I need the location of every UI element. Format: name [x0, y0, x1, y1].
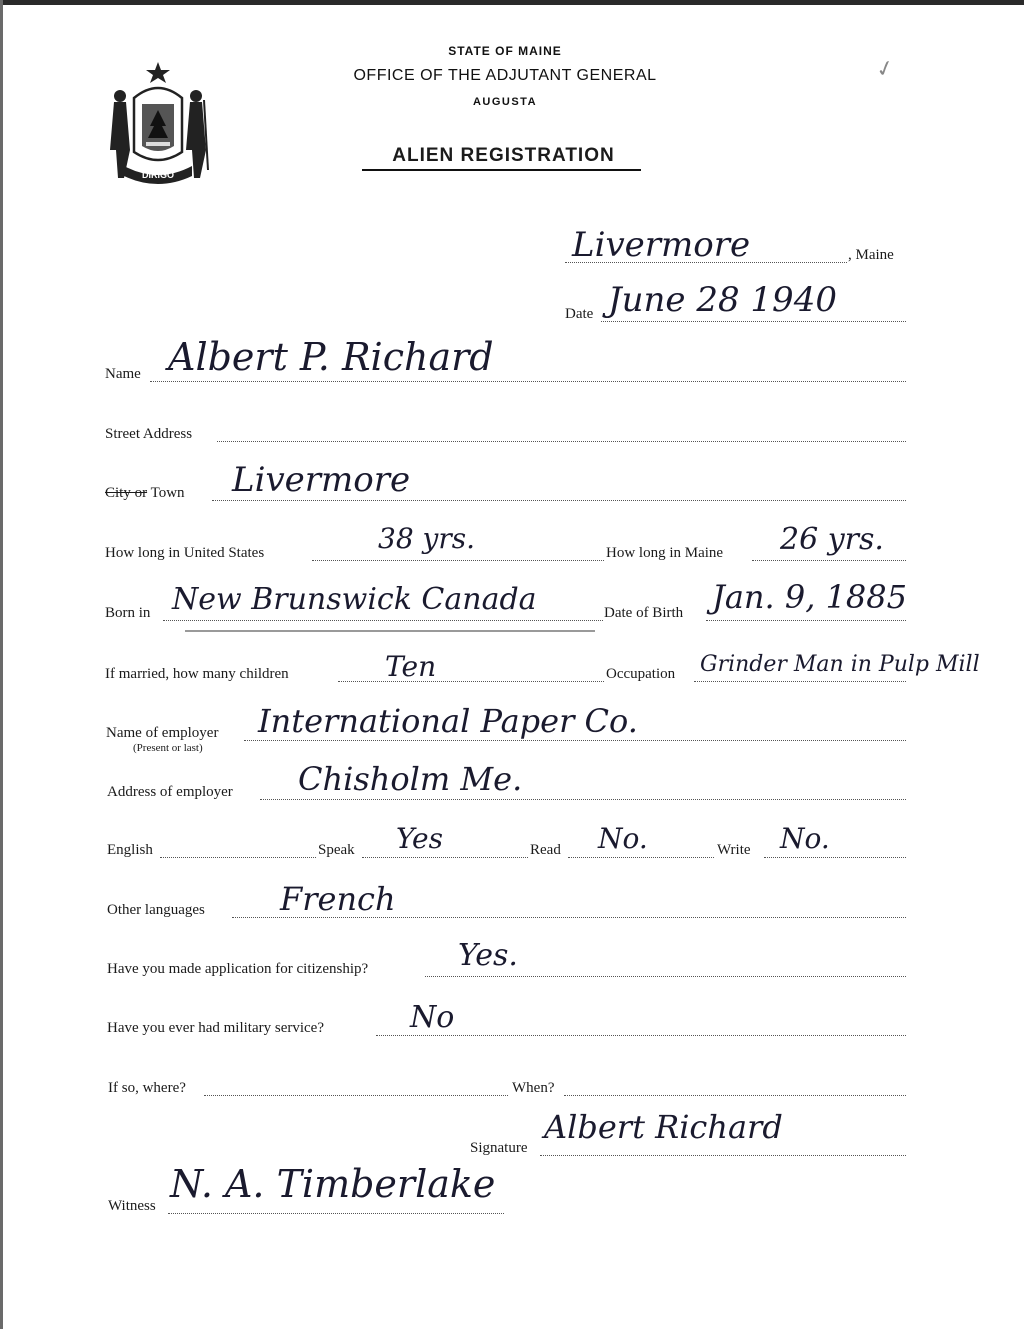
- citizenship-entry: Yes.: [458, 938, 518, 973]
- name-line: [150, 381, 906, 382]
- where-label: If so, where?: [108, 1080, 186, 1096]
- other-languages-entry: French: [280, 880, 396, 918]
- signature-entry: Albert Richard: [544, 1108, 783, 1146]
- employer-name-entry: International Paper Co.: [258, 702, 638, 740]
- years-us-line: [312, 560, 604, 561]
- witness-entry: N. A. Timberlake: [170, 1162, 496, 1206]
- born-in-line: [163, 620, 603, 621]
- write-line: [764, 857, 906, 858]
- town-label: [105, 485, 185, 502]
- when-line: [564, 1095, 906, 1096]
- occupation-line: [694, 681, 906, 682]
- scan-top-edge: [0, 0, 1024, 5]
- citizenship-label: Have you made application for citizenship?: [107, 961, 369, 977]
- maine-label: , Maine: [848, 247, 894, 263]
- military-label: Have you ever had military service?: [107, 1020, 324, 1036]
- years-us-entry: 38 yrs.: [378, 522, 476, 555]
- office-heading: OFFICE OF THE ADJUTANT GENERAL: [353, 67, 657, 84]
- when-label: When?: [512, 1080, 555, 1096]
- signature-label: Signature: [470, 1140, 528, 1156]
- seal-motto: DIRIGO: [141, 170, 175, 180]
- signature-line: [540, 1155, 906, 1156]
- town-line: [212, 500, 906, 501]
- state-heading: STATE OF MAINE: [448, 44, 562, 58]
- witness-label: Witness: [108, 1198, 156, 1214]
- military-line: [376, 1035, 906, 1036]
- street-label: Street Address: [105, 426, 193, 442]
- maine-state-seal: [104, 60, 212, 188]
- years-maine-line: [752, 560, 906, 561]
- witness-line: [168, 1213, 504, 1214]
- name-entry: Albert P. Richard: [168, 335, 494, 379]
- scan-left-edge: [0, 0, 3, 1329]
- employer-address-label: Address of employer: [107, 784, 233, 800]
- check-mark-icon: ✓: [872, 54, 898, 83]
- citizenship-line: [425, 976, 906, 977]
- dob-label: Date of Birth: [604, 605, 684, 621]
- born-in-label: Born in: [105, 605, 151, 621]
- speak-line: [362, 857, 528, 858]
- children-entry: Ten: [385, 650, 437, 683]
- employer-note: (Present or last): [133, 742, 203, 754]
- street-line: [217, 441, 906, 442]
- write-entry: No.: [780, 822, 830, 855]
- military-entry: No: [410, 1000, 455, 1035]
- english-line: [160, 857, 316, 858]
- speak-entry: Yes: [396, 822, 443, 855]
- years-maine-entry: 26 yrs.: [780, 522, 884, 557]
- where-line: [204, 1095, 508, 1096]
- employer-name-label: Name of employer: [106, 725, 219, 741]
- city-heading: AUGUSTA: [472, 96, 538, 108]
- write-label: Write: [717, 842, 751, 858]
- pencil-underline: [185, 630, 595, 632]
- employer-name-line: [244, 740, 906, 741]
- date-line: [601, 321, 906, 322]
- read-label: Read: [530, 842, 561, 858]
- employer-address-entry: Chisholm Me.: [298, 760, 523, 798]
- occupation-entry: Grinder Man in Pulp Mill: [700, 652, 980, 677]
- employer-address-line: [260, 799, 906, 800]
- date-label: Date: [565, 306, 594, 322]
- city-or-struck: City or: [105, 485, 148, 501]
- children-line: [338, 681, 604, 682]
- years-us-label: How long in United States: [105, 545, 265, 561]
- speak-label: Speak: [318, 842, 355, 858]
- form-title: ALIEN REGISTRATION: [392, 145, 615, 166]
- place-entry: Livermore: [572, 225, 751, 265]
- children-label: If married, how many children: [105, 666, 289, 682]
- date-entry: June 28 1940: [608, 280, 837, 320]
- title-underline: [362, 169, 641, 171]
- occupation-label: Occupation: [606, 666, 676, 682]
- other-languages-label: Other languages: [107, 902, 205, 918]
- read-line: [568, 857, 714, 858]
- english-label: English: [107, 842, 153, 858]
- name-label: Name: [105, 366, 141, 382]
- dob-entry: Jan. 9, 1885: [712, 578, 907, 616]
- born-in-entry: New Brunswick Canada: [172, 582, 537, 617]
- town-entry: Livermore: [232, 460, 411, 500]
- dob-line: [706, 620, 906, 621]
- read-entry: No.: [598, 822, 648, 855]
- town-word: Town: [150, 485, 185, 501]
- years-maine-label: How long in Maine: [606, 545, 724, 561]
